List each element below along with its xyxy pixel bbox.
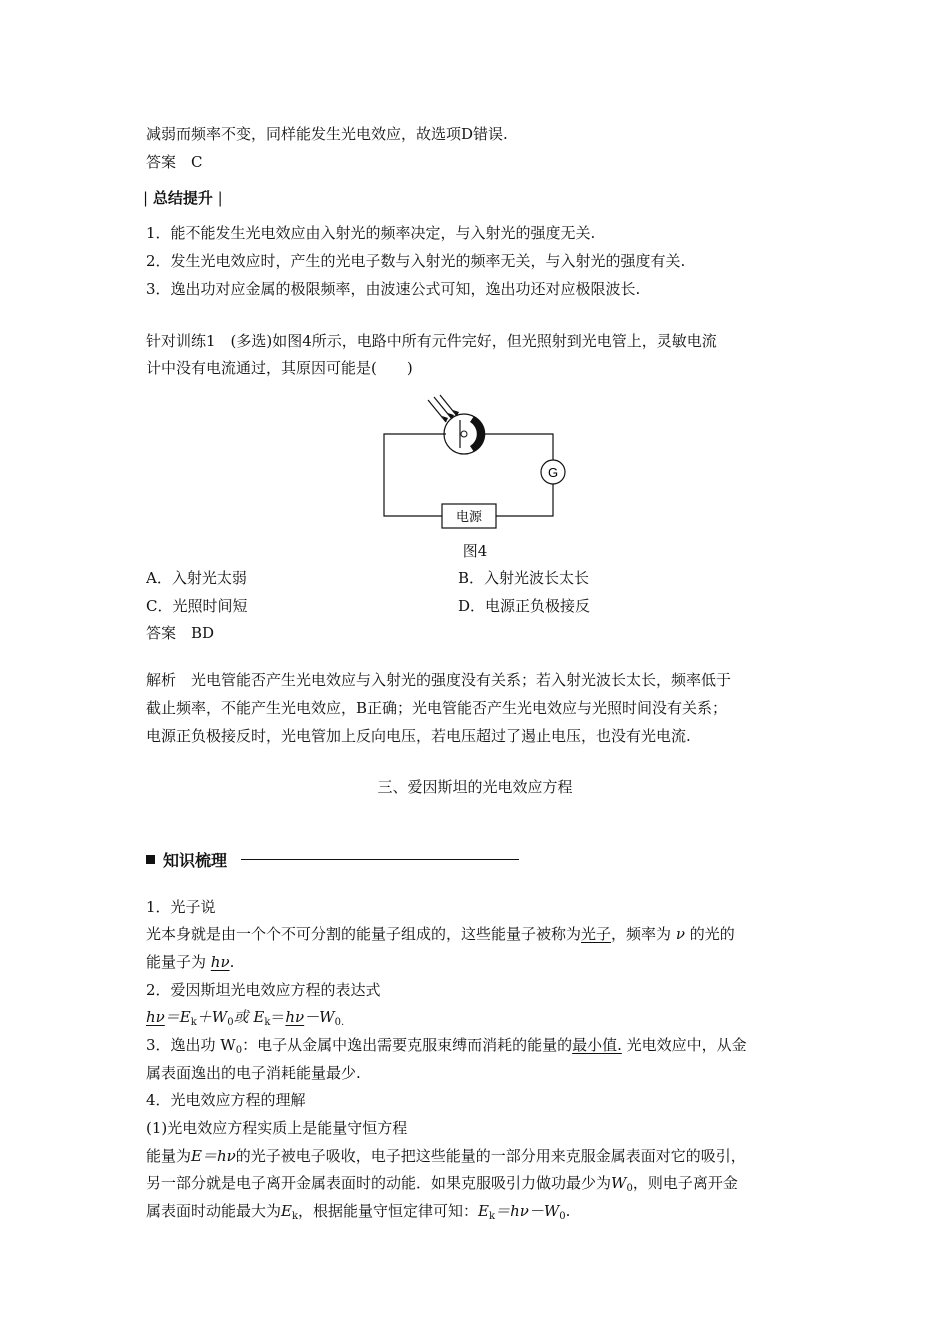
figure-caption: 图4 [462,542,488,560]
k-line: 属表面时动能最大为$E_k$，根据能量守恒定律可知：$E_k=h\nu-W_0$. [146,1202,571,1222]
summary-item: 2．发生光电效应时，产生的光电子数与入射光的频率无关，与入射光的强度有关. [146,252,686,270]
circuit-figure [380,392,580,532]
section-title: 三、爱因斯坦的光电效应方程 [377,778,573,796]
summary-heading: | 总结提升 | [143,189,223,207]
top-line: 减弱而频率不变，同样能发生光电效应，故选项D错误. [146,125,508,143]
power-source-label: 电源 [455,510,483,525]
summary-item: 3．逸出功对应金属的极限频率，由波速公式可知，逸出功还对应极限波长. [146,280,641,298]
square-bullet-icon [146,855,155,864]
analysis-line: 解析 光电管能否产生光电效应与入射光的强度没有关系；若入射光波长太长，频率低于 [146,671,732,689]
answer-1: 答案 C [146,153,203,171]
option-b: B．入射光波长太长 [458,569,590,587]
k-line: 2．爱因斯坦光电效应方程的表达式 [146,981,381,999]
knowledge-title: 知识梳理 [163,851,228,870]
k-line: 4．光电效应方程的理解 [146,1091,306,1109]
answer-2: 答案 BD [146,624,215,642]
k-line equation: $h\nu=E_k+W_0$或 $E_k=h\nu-W_{0.}$ [146,1008,345,1028]
summary-title: 总结提升 [152,189,213,207]
option-c: C．光照时间短 [146,597,248,615]
analysis-line: 电源正负极接反时，光电管加上反向电压，若电压超过了遏止电压，也没有光电流. [146,727,691,745]
k-line: (1)光电效应方程实质上是能量守恒方程 [146,1119,408,1137]
analysis-line: 截止频率，不能产生光电效应，B正确；光电管能否产生光电效应与光照时间没有关系； [146,699,728,717]
galvanometer-label: G [547,465,559,480]
option-d: D．电源正负极接反 [458,597,591,615]
k-line: 1．光子说 [146,898,216,916]
exercise-line: 计中没有电流通过，其原因可能是( ) [146,359,413,377]
option-a: A．入射光太弱 [146,569,247,587]
knowledge-heading [146,848,519,871]
k-line: 3．逸出功 $W_0$：电子从金属中逸出需要克服束缚而消耗的能量的最小值. 光电效应中，从金 [146,1036,747,1056]
k-line: 属表面逸出的电子消耗能量最少. [146,1064,361,1082]
k-line: 能量子为 hν. [146,953,235,971]
k-line: 另一部分就是电子离开金属表面时的动能．如果克服吸引力做功最少为$W_0$，则电子离开金 [146,1174,738,1194]
summary-item: 1．能不能发生光电效应由入射光的频率决定，与入射光的强度无关. [146,224,596,242]
heading-rule [241,859,519,860]
k-line: 能量为E＝hν的光子被电子吸收，电子把这些能量的一部分用来克服金属表面对它的吸引， [146,1147,746,1165]
k-line: 光本身就是由一个个不可分割的能量子组成的，这些能量子被称为光子，频率为 ν 的光的 [146,925,735,943]
exercise-line: 针对训练1 (多选)如图4所示，电路中所有元件完好，但光照射到光电管上，灵敏电流 [146,332,717,350]
